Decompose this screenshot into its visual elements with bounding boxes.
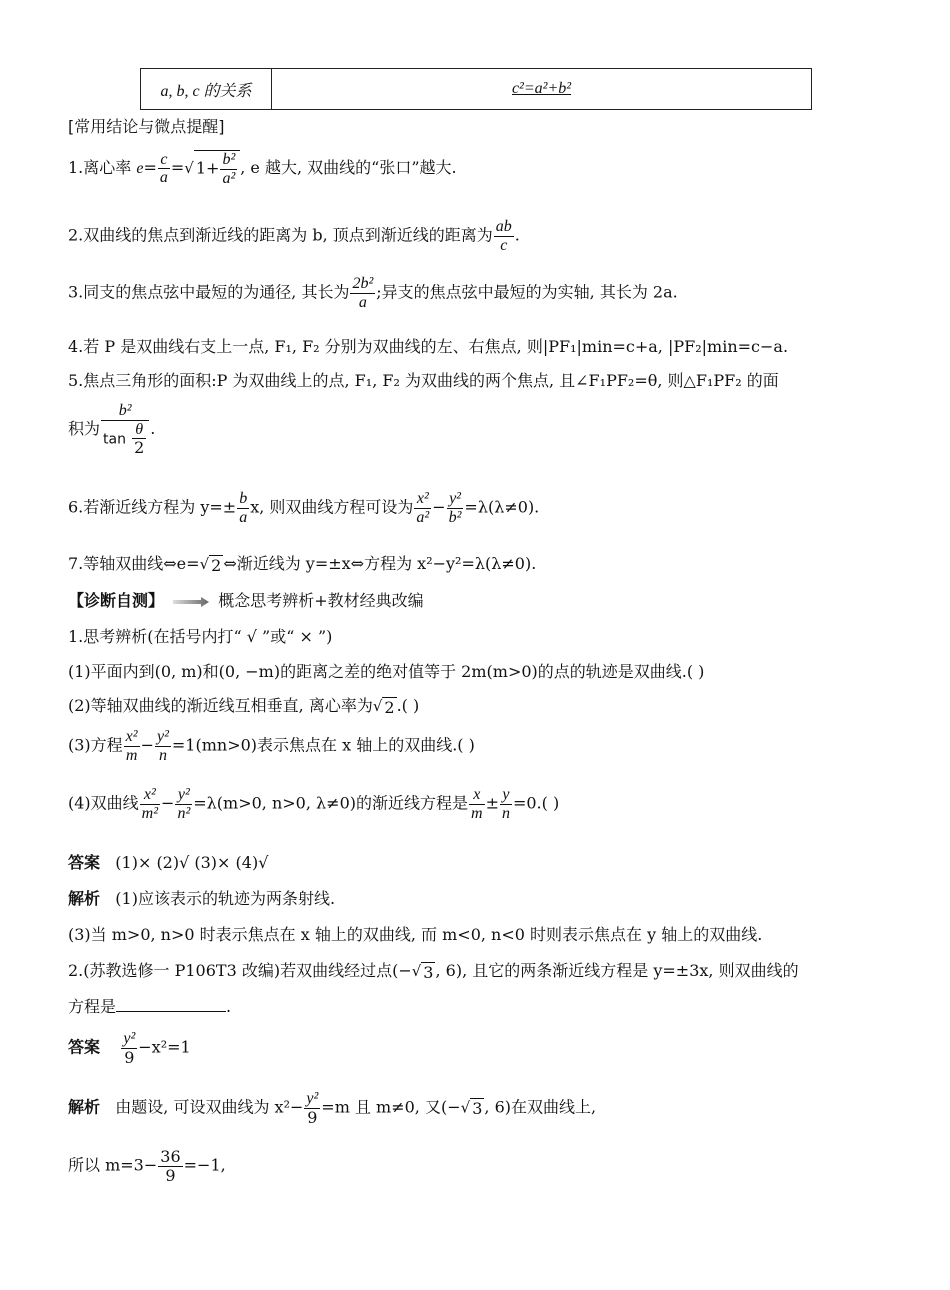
fraction-2b2-over-a xyxy=(350,275,375,311)
q2-line-2 xyxy=(68,994,231,1017)
item-1-suffix: , e 越大, 双曲线的“张口”越大. xyxy=(240,158,457,178)
s4-end: =0.( ) xyxy=(512,793,560,813)
frac-num: y xyxy=(502,786,510,803)
frac-den: a xyxy=(239,508,248,526)
sqrt-icon: √ xyxy=(460,1098,471,1117)
item-7 xyxy=(68,551,536,575)
fraction-b2-over-a2 xyxy=(220,151,237,187)
frac-num: b² xyxy=(222,151,236,168)
frac-num: 36 xyxy=(160,1147,181,1166)
answer-blank xyxy=(116,997,226,1012)
an1-end: , 6)在双曲线上, xyxy=(484,1097,597,1117)
frac-den: n xyxy=(501,804,510,822)
minus-sign: − xyxy=(140,735,154,755)
frac-den: 9 xyxy=(158,1166,182,1185)
fraction-y2-over-n xyxy=(155,728,171,764)
s2-end: .( ) xyxy=(396,696,420,715)
q1-statement-1: (1)平面内到(0, m)和(0, −m)的距离之差的绝对值等于 2m(m>0)的点的轨迹是双曲线.( ) xyxy=(68,662,705,681)
fraction-x2-over-m2 xyxy=(140,786,160,822)
frac-den: b² xyxy=(448,508,462,526)
item-2 xyxy=(68,218,520,254)
item-2-end: . xyxy=(514,225,520,245)
answer-text: (1)× (2)√ (3)× (4)√ xyxy=(115,853,269,872)
s4-prefix: (4)双曲线 xyxy=(68,793,139,813)
item-4: 4.若 P 是双曲线右支上一点, F₁, F₂ 分别为双曲线的左、右焦点, 则|PF₁|min=c+a, |PF₂|min=c−a. xyxy=(68,337,789,356)
diagnosis-title: 【诊断自测】 xyxy=(68,591,165,610)
item-5-end: . xyxy=(150,418,156,438)
frac-num: x² xyxy=(125,728,138,745)
fraction-b-over-a xyxy=(237,490,249,526)
item-6 xyxy=(68,490,539,526)
frac-num: b xyxy=(239,490,248,507)
plus-minus-sign: ± xyxy=(485,793,499,813)
item-5-line-1: 5.焦点三角形的面积:P 为双曲线上的点, F₁, F₂ 为双曲线的两个焦点, 且∠F₁PF₂=θ, 则△F₁PF₂ 的面 xyxy=(68,371,779,390)
section-title: [常用结论与微点提醒] xyxy=(68,117,225,136)
frac-den: n xyxy=(155,746,171,765)
item-1 xyxy=(68,150,457,187)
item-3 xyxy=(68,275,678,311)
fraction-ab-over-c xyxy=(494,218,514,254)
fraction-36-over-9 xyxy=(158,1148,182,1184)
table-row-label xyxy=(141,69,272,109)
q2-prefix: 2.(苏教选修一 P106T3 改编)若双曲线经过点(− xyxy=(68,961,412,980)
item-7-text: 7.等轴双曲线⇔e= xyxy=(68,554,200,573)
frac-num: x² xyxy=(416,490,429,507)
frac-den: 9 xyxy=(121,1048,137,1067)
fraction-c-over-a xyxy=(158,151,170,187)
frac-den: m xyxy=(471,804,483,822)
item-2-text: 2.双曲线的焦点到渐近线的距离为 b, 顶点到渐近线的距离为 xyxy=(68,225,493,245)
frac-den: m² xyxy=(141,804,159,822)
frac-num: y² xyxy=(306,1090,319,1107)
fraction-area xyxy=(101,402,149,457)
analysis-text: (1)应该表示的轨迹为两条射线. xyxy=(115,889,336,908)
fraction-y-over-n xyxy=(500,786,512,822)
sqrt-icon: √ xyxy=(372,697,383,715)
fraction-y2-over-n2 xyxy=(175,786,192,822)
q2-analysis-1 xyxy=(68,1090,596,1126)
arrow-icon xyxy=(173,597,209,607)
frac-num: y² xyxy=(177,786,190,803)
an1-prefix: 由题设, 可设双曲线为 x²− xyxy=(115,1097,304,1117)
frac-num: y² xyxy=(123,1030,136,1047)
an2-prefix: 所以 m=3− xyxy=(68,1155,158,1175)
fraction-x2-over-m xyxy=(124,728,140,764)
frac-num: x xyxy=(473,786,481,803)
sqrt-icon: √ xyxy=(199,555,210,573)
s4-mid: =λ(m>0, n>0, λ≠0)的渐近线方程是 xyxy=(193,793,468,813)
q1-title: 1.思考辨析(在括号内打“ √ ”或“ × ”) xyxy=(68,627,333,646)
relation-table xyxy=(140,68,812,110)
frac-den: a² xyxy=(222,169,236,187)
q1-answer xyxy=(68,850,268,873)
frac-num: x² xyxy=(143,786,156,803)
frac-den: a xyxy=(159,169,168,187)
item-6-text: 6.若渐近线方程为 y=± xyxy=(68,497,237,517)
item-3-text: 3.同支的焦点弦中最短的为通径, 其长为 xyxy=(68,282,350,302)
frac-num: y² xyxy=(156,728,169,745)
fraction-theta-over-2 xyxy=(132,421,146,457)
frac-den xyxy=(101,420,149,457)
an2-end: =−1, xyxy=(183,1155,226,1175)
row-label-text: a, b, c 的关系 xyxy=(160,82,252,100)
fraction-y2-over-9 xyxy=(304,1090,320,1126)
frac-den: n² xyxy=(177,804,191,822)
s3-prefix: (3)方程 xyxy=(68,735,123,755)
minus-sign: − xyxy=(432,497,446,517)
table-row-value xyxy=(272,69,811,109)
sqrt-icon: √ xyxy=(411,962,422,980)
q1-statement-3 xyxy=(68,728,475,764)
item-7-end: ⇔渐近线为 y=±x⇔方程为 x²−y²=λ(λ≠0). xyxy=(223,554,537,573)
minus-sign: − xyxy=(161,793,175,813)
frac-num: y² xyxy=(449,490,461,507)
q2-line-2-end: . xyxy=(226,997,232,1016)
sqrt-value: 2 xyxy=(384,697,395,717)
item-1-mid-eq: = xyxy=(170,158,185,178)
item-1-e: e xyxy=(136,160,144,178)
sqrt-content xyxy=(194,150,240,187)
frac-num: θ xyxy=(135,420,144,438)
diagnosis-subtitle: 概念思考辨析+教材经典改编 xyxy=(218,591,424,610)
frac-num: ab xyxy=(495,218,512,235)
an1-mid: =m 且 m≠0, 又(− xyxy=(321,1097,461,1117)
frac-den: c xyxy=(494,236,514,255)
sqrt-value: 3 xyxy=(472,1099,483,1119)
analysis-label: 解析 xyxy=(68,1097,101,1117)
fraction-y2-over-9 xyxy=(121,1030,137,1066)
q2-answer xyxy=(68,1030,191,1066)
fraction-y2-over-b2 xyxy=(447,490,464,526)
q1-statement-4 xyxy=(68,786,559,822)
item-1-eq: = xyxy=(143,158,157,178)
frac-den: 9 xyxy=(304,1108,320,1127)
answer-label: 答案 xyxy=(68,853,101,872)
row-value-text: c²=a²+b² xyxy=(511,80,572,97)
analysis-label: 解析 xyxy=(68,889,101,908)
q1-analysis-1 xyxy=(68,886,335,909)
q2-line-1-end: , 6), 且它的两条渐近线方程是 y=±3x, 则双曲线的 xyxy=(435,961,799,980)
frac-num: c xyxy=(160,150,168,168)
frac-den: m xyxy=(124,746,140,765)
q1-statement-2 xyxy=(68,693,419,717)
q2-analysis-2 xyxy=(68,1148,226,1184)
sqrt-value: 3 xyxy=(423,962,434,982)
answer-label: 答案 xyxy=(68,1037,101,1057)
answer-end: −x²=1 xyxy=(138,1037,191,1057)
one-plus: 1+ xyxy=(195,158,220,178)
frac-den: a xyxy=(350,293,375,312)
diagnosis-header xyxy=(68,588,424,611)
sqrt-value: 2 xyxy=(211,555,222,575)
q2-line-1 xyxy=(68,958,799,982)
item-6-mid: x, 则双曲线方程可设为 xyxy=(250,497,414,517)
item-5-prefix: 积为 xyxy=(68,418,101,438)
item-1-prefix: 1.离心率 xyxy=(68,158,137,178)
tan-text: tan xyxy=(103,431,126,448)
frac-num: b² xyxy=(118,402,132,419)
frac-den: 2 xyxy=(134,438,145,458)
q1-analysis-2: (3)当 m>0, n>0 时表示焦点在 x 轴上的双曲线, 而 m<0, n<0 时则表示焦点在 y 轴上的双曲线. xyxy=(68,925,763,944)
item-5-line-2 xyxy=(68,402,155,457)
frac-den: a² xyxy=(416,508,430,526)
q2-line-2-text: 方程是 xyxy=(68,997,117,1016)
frac-num: 2b² xyxy=(352,275,374,292)
s2-prefix: (2)等轴双曲线的渐近线互相垂直, 离心率为 xyxy=(68,696,373,715)
item-3-end: ;异支的焦点弦中最短的为实轴, 其长为 2a. xyxy=(376,282,678,302)
fraction-x2-over-a2 xyxy=(414,490,431,526)
s3-end: =1(mn>0)表示焦点在 x 轴上的双曲线.( ) xyxy=(171,735,475,755)
fraction-x-over-m xyxy=(469,786,485,822)
item-6-end: =λ(λ≠0). xyxy=(464,497,540,517)
sqrt-icon: √ xyxy=(184,159,194,178)
